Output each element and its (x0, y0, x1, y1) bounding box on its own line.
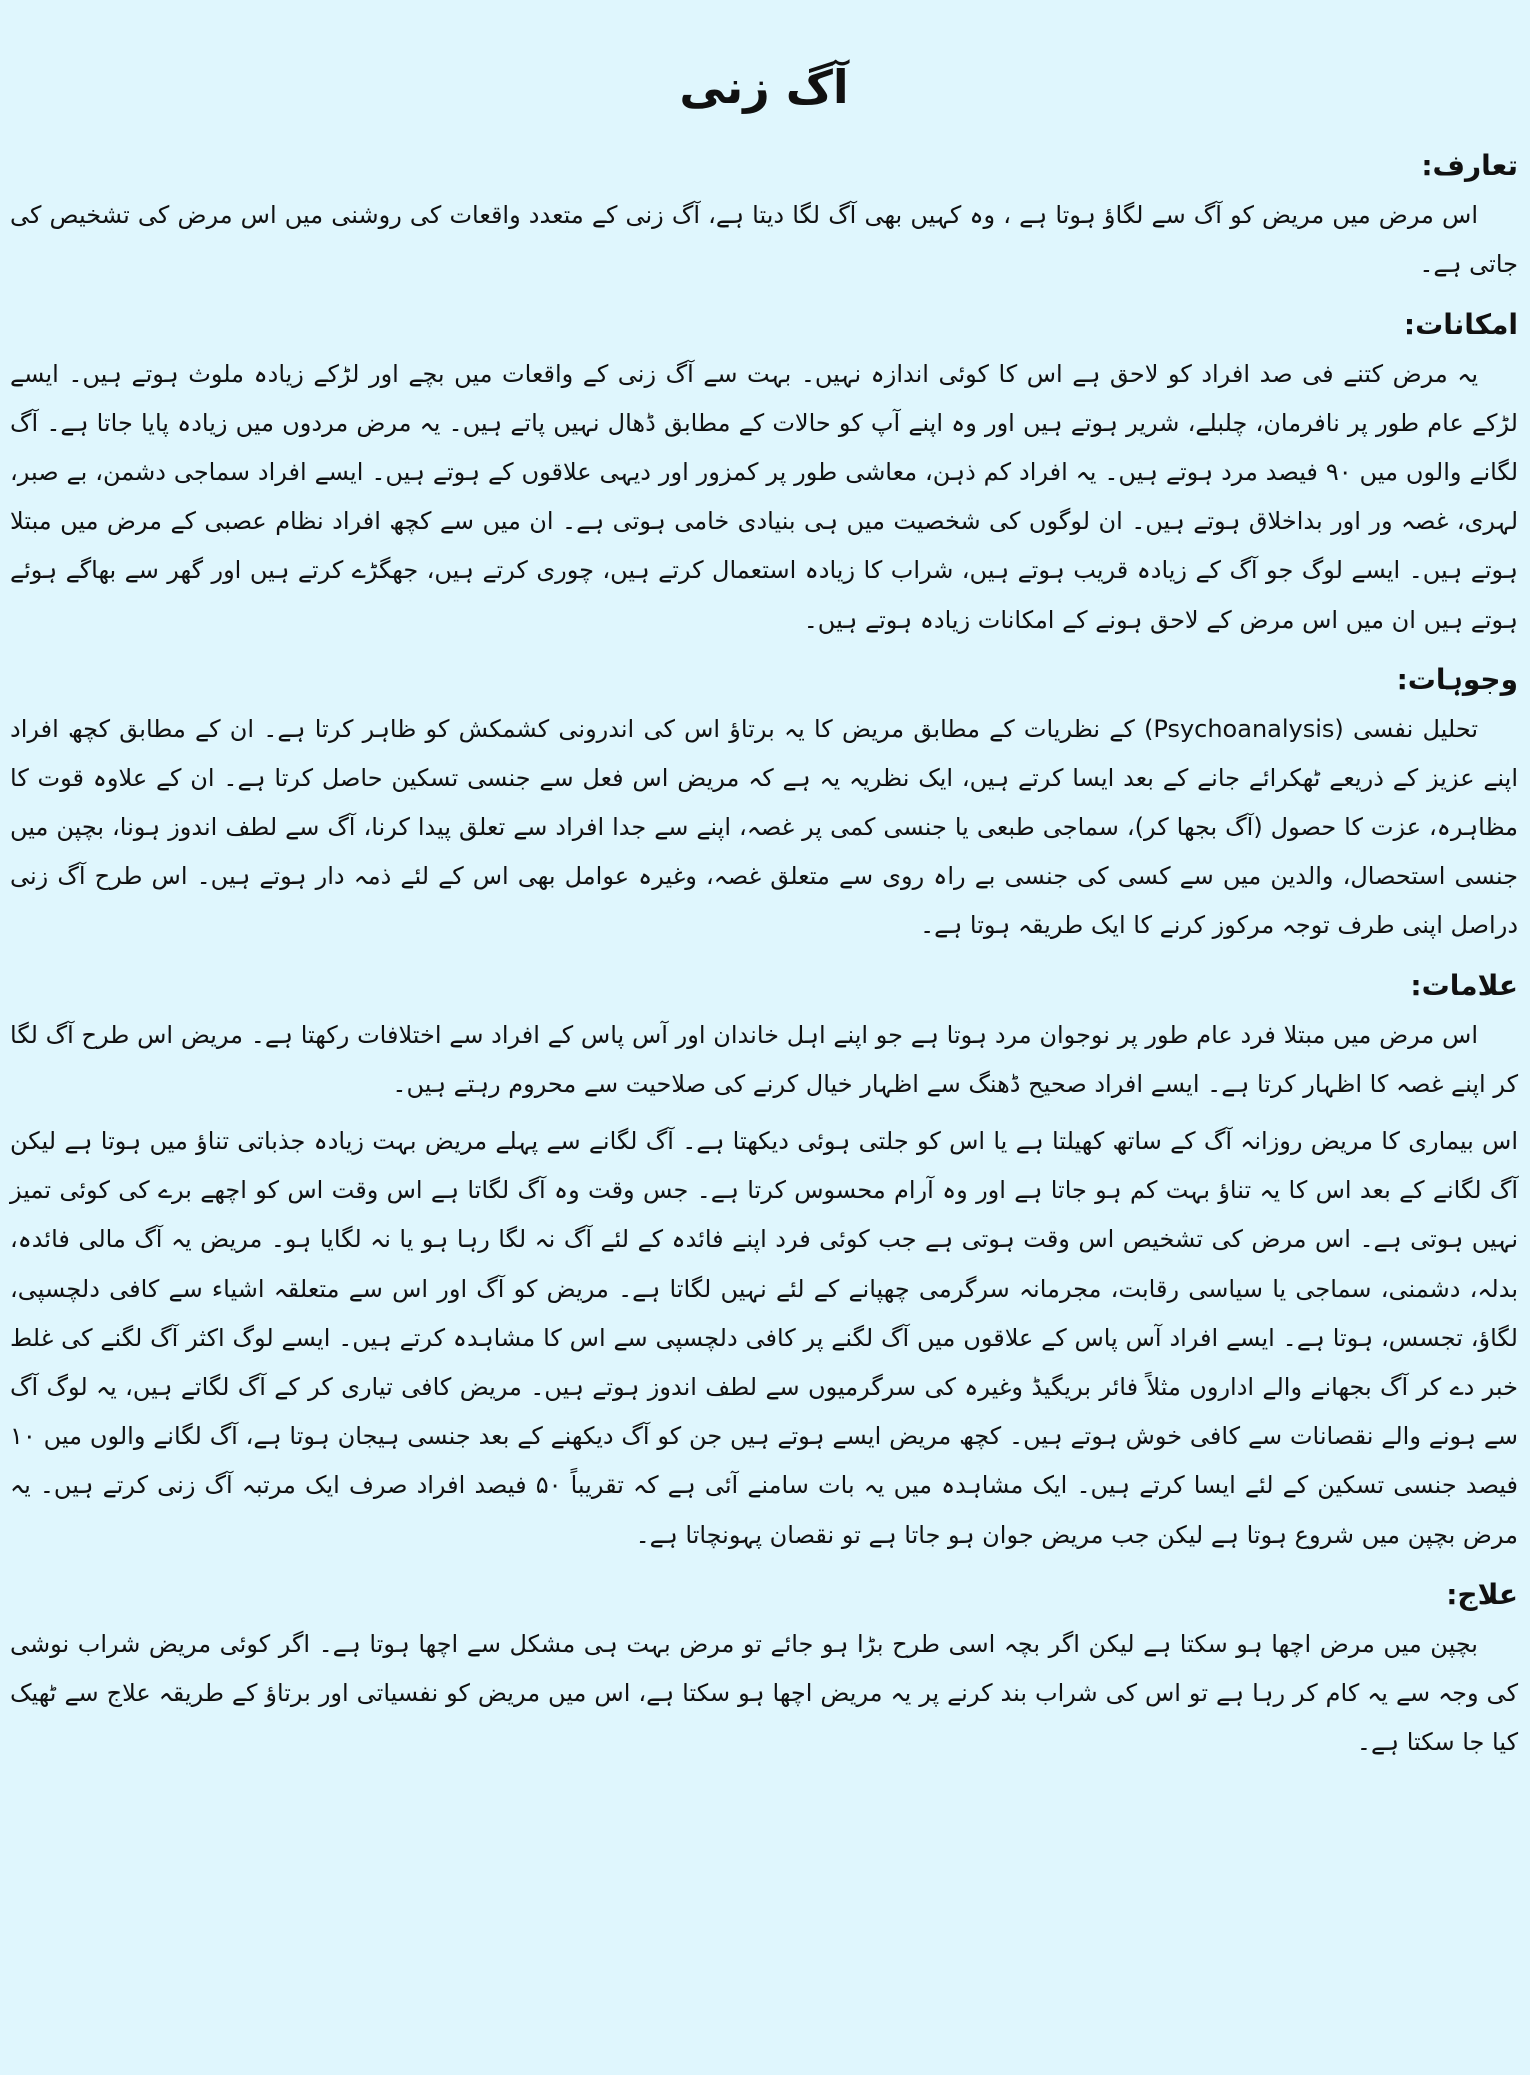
section-paragraph: اس مرض میں مبتلا فرد عام طور پر نوجوان مرد ہوتا ہے جو اپنے اہل خاندان اور آس پاس کے افراد سے اختلافات رکھتا ہے۔ مریض اس طرح آگ لگا کر اپنے غصہ کا اظہار کرتا ہے۔ ایسے افراد صحیح ڈھنگ سے اظہار خیال کرنے کی صلاحیت سے محروم رہتے ہیں۔ (10, 1020, 1518, 1098)
section-heading: علامات: (1410, 968, 1518, 1002)
section-heading: امکانات: (1403, 307, 1518, 341)
section-introduction (10, 145, 1518, 289)
section-heading: وجوہات: (1396, 662, 1518, 696)
section-paragraph: اس بیماری کا مریض روزانہ آگ کے ساتھ کھیلتا ہے یا اس کو جلتی ہوئی دیکھتا ہے۔ آگ لگانے سے پہلے مریض بہت زیادہ جذباتی تناؤ میں ہوتا ہے لیکن آگ لگانے کے بعد اس کا یہ تناؤ بہت کم ہو جاتا ہے اور وہ آرام محسوس کرتا ہے۔ جس وقت وہ آگ لگاتا ہے اس وقت اس کو اچھے برے کی کوئی تمیز نہیں ہوتی ہے۔ اس مرض کی تشخیص اس وقت ہوتی ہے جب کوئی فرد اپنے فائدہ کے لئے آگ نہ لگا رہا ہو یا نہ لگایا ہو۔ مریض یہ آگ مالی فائدہ، بدلہ، دشمنی، سماجی یا سیاسی رقابت، مجرمانہ سرگرمی چھپانے کے لئے نہیں لگاتا ہے۔ مریض کو آگ اور اس سے متعلقہ اشیاء سے کافی دلچسپی، لگاؤ، تجسس، ہوتا ہے۔ ایسے افراد آس پاس کے علاقوں میں آگ لگنے پر کافی دلچسپی سے اس کا مشاہدہ کرتے ہیں۔ ایسے لوگ اکثر آگ لگنے کی غلط خبر دے کر آگ بجھانے والے اداروں مثلاً فائر بریگیڈ وغیرہ کی سرگرمیوں سے لطف اندوز ہوتے ہیں۔ مریض کافی تیاری کر کے آگ لگاتے ہیں، یہ لوگ آگ سے ہونے والے نقصانات سے کافی خوش ہوتے ہیں۔ کچھ مریض ایسے ہوتے ہیں جن کو آگ دیکھنے کے بعد جنسی ہیجان ہوتا ہے، آگ لگانے والوں میں ۱۰ فیصد جنسی تسکین کے لئے ایسا کرتے ہیں۔ ایک مشاہدہ میں یہ بات سامنے آئی ہے کہ تقریباً ۵۰ فیصد افراد صرف ایک مرتبہ آگ زنی کرتے ہیں۔ یہ مرض بچپن میں شروع ہوتا ہے لیکن جب مریض جوان ہو جاتا ہے تو نقصان پہونچاتا ہے۔ (10, 1127, 1518, 1549)
section-causes (10, 659, 1518, 951)
section-paragraph: بچپن میں مرض اچھا ہو سکتا ہے لیکن اگر بچہ اسی طرح بڑا ہو جائے تو مرض بہت ہی مشکل سے اچھا ہوتا ہے۔ اگر کوئی مریض شراب نوشی کی وجہ سے یہ کام کر رہا ہے تو اس کی شراب بند کرنے پر یہ مریض اچھا ہو سکتا ہے، اس میں مریض کو نفسیاتی اور برتاؤ کے طریقہ علاج سے ٹھیک کیا جا سکتا ہے۔ (10, 1629, 1518, 1757)
section-symptoms (10, 965, 1518, 1560)
section-paragraph: تحلیل نفسی (Psychoanalysis) کے نظریات کے مطابق مریض کا یہ برتاؤ اس کی اندرونی کشمکش کو ظاہر کرتا ہے۔ ان کے مطابق کچھ افراد اپنے عزیز کے ذریعے ٹھکرائے جانے کے بعد ایسا کرتے ہیں، ایک نظریہ یہ ہے کہ مریض اس فعل سے جنسی تسکین حاصل کرتا ہے۔ ان کے علاوہ قوت کا مظاہرہ، عزت کا حصول (آگ بجھا کر)، سماجی طبعی یا جنسی کمی پر غصہ، اپنے سے جدا افراد سے تعلق پیدا کرنا، آگ سے لطف اندوز ہونا، بچپن میں جنسی استحصال، والدین میں سے کسی کی جنسی بے راہ روی سے متعلق غصہ، وغیرہ عوامل بھی اس کے لئے ذمہ دار ہوتے ہیں۔ اس طرح آگ زنی دراصل اپنی طرف توجہ مرکوز کرنے کا ایک طریقہ ہوتا ہے۔ (10, 714, 1518, 940)
section-treatment (10, 1574, 1518, 1768)
section-paragraph: اس مرض میں مریض کو آگ سے لگاؤ ہوتا ہے ، وہ کہیں بھی آگ لگا دیتا ہے، آگ زنی کے متعدد واقعات کی روشنی میں اس مرض کی تشخیص کی جاتی ہے۔ (10, 201, 1518, 279)
section-possibilities (10, 304, 1518, 645)
section-paragraph: یہ مرض کتنے فی صد افراد کو لاحق ہے اس کا کوئی اندازہ نہیں۔ بہت سے آگ زنی کے واقعات میں بچے اور لڑکے زیادہ ملوث ہوتے ہیں۔ ایسے لڑکے عام طور پر نافرمان، چلبلے، شریر ہوتے ہیں اور وہ اپنے آپ کو حالات کے مطابق ڈھال نہیں پاتے ہیں۔ یہ مرض مردوں میں زیادہ پایا جاتا ہے۔ آگ لگانے والوں میں ۹۰ فیصد مرد ہوتے ہیں۔ یہ افراد کم ذہن، معاشی طور پر کمزور اور دیہی علاقوں کے ہوتے ہیں۔ ایسے افراد سماجی دشمن، بے صبر، لہری، غصہ ور اور بداخلاق ہوتے ہیں۔ ان لوگوں کی شخصیت میں ہی بنیادی خامی ہوتی ہے۔ ان میں سے کچھ افراد نظام عصبی کے مرض میں مبتلا ہوتے ہیں۔ ایسے لوگ جو آگ کے زیادہ قریب ہوتے ہیں، شراب کا زیادہ استعمال کرتے ہیں، چوری کرتے ہیں، جھگڑے کرتے ہیں اور گھر سے بھاگے ہوئے ہوتے ہیں ان میں اس مرض کے لاحق ہونے کے امکانات زیادہ ہوتے ہیں۔ (10, 359, 1519, 634)
page-title: آگ زنی (679, 60, 849, 114)
section-heading: علاج: (1446, 1577, 1518, 1611)
section-heading: تعارف: (1421, 149, 1518, 183)
